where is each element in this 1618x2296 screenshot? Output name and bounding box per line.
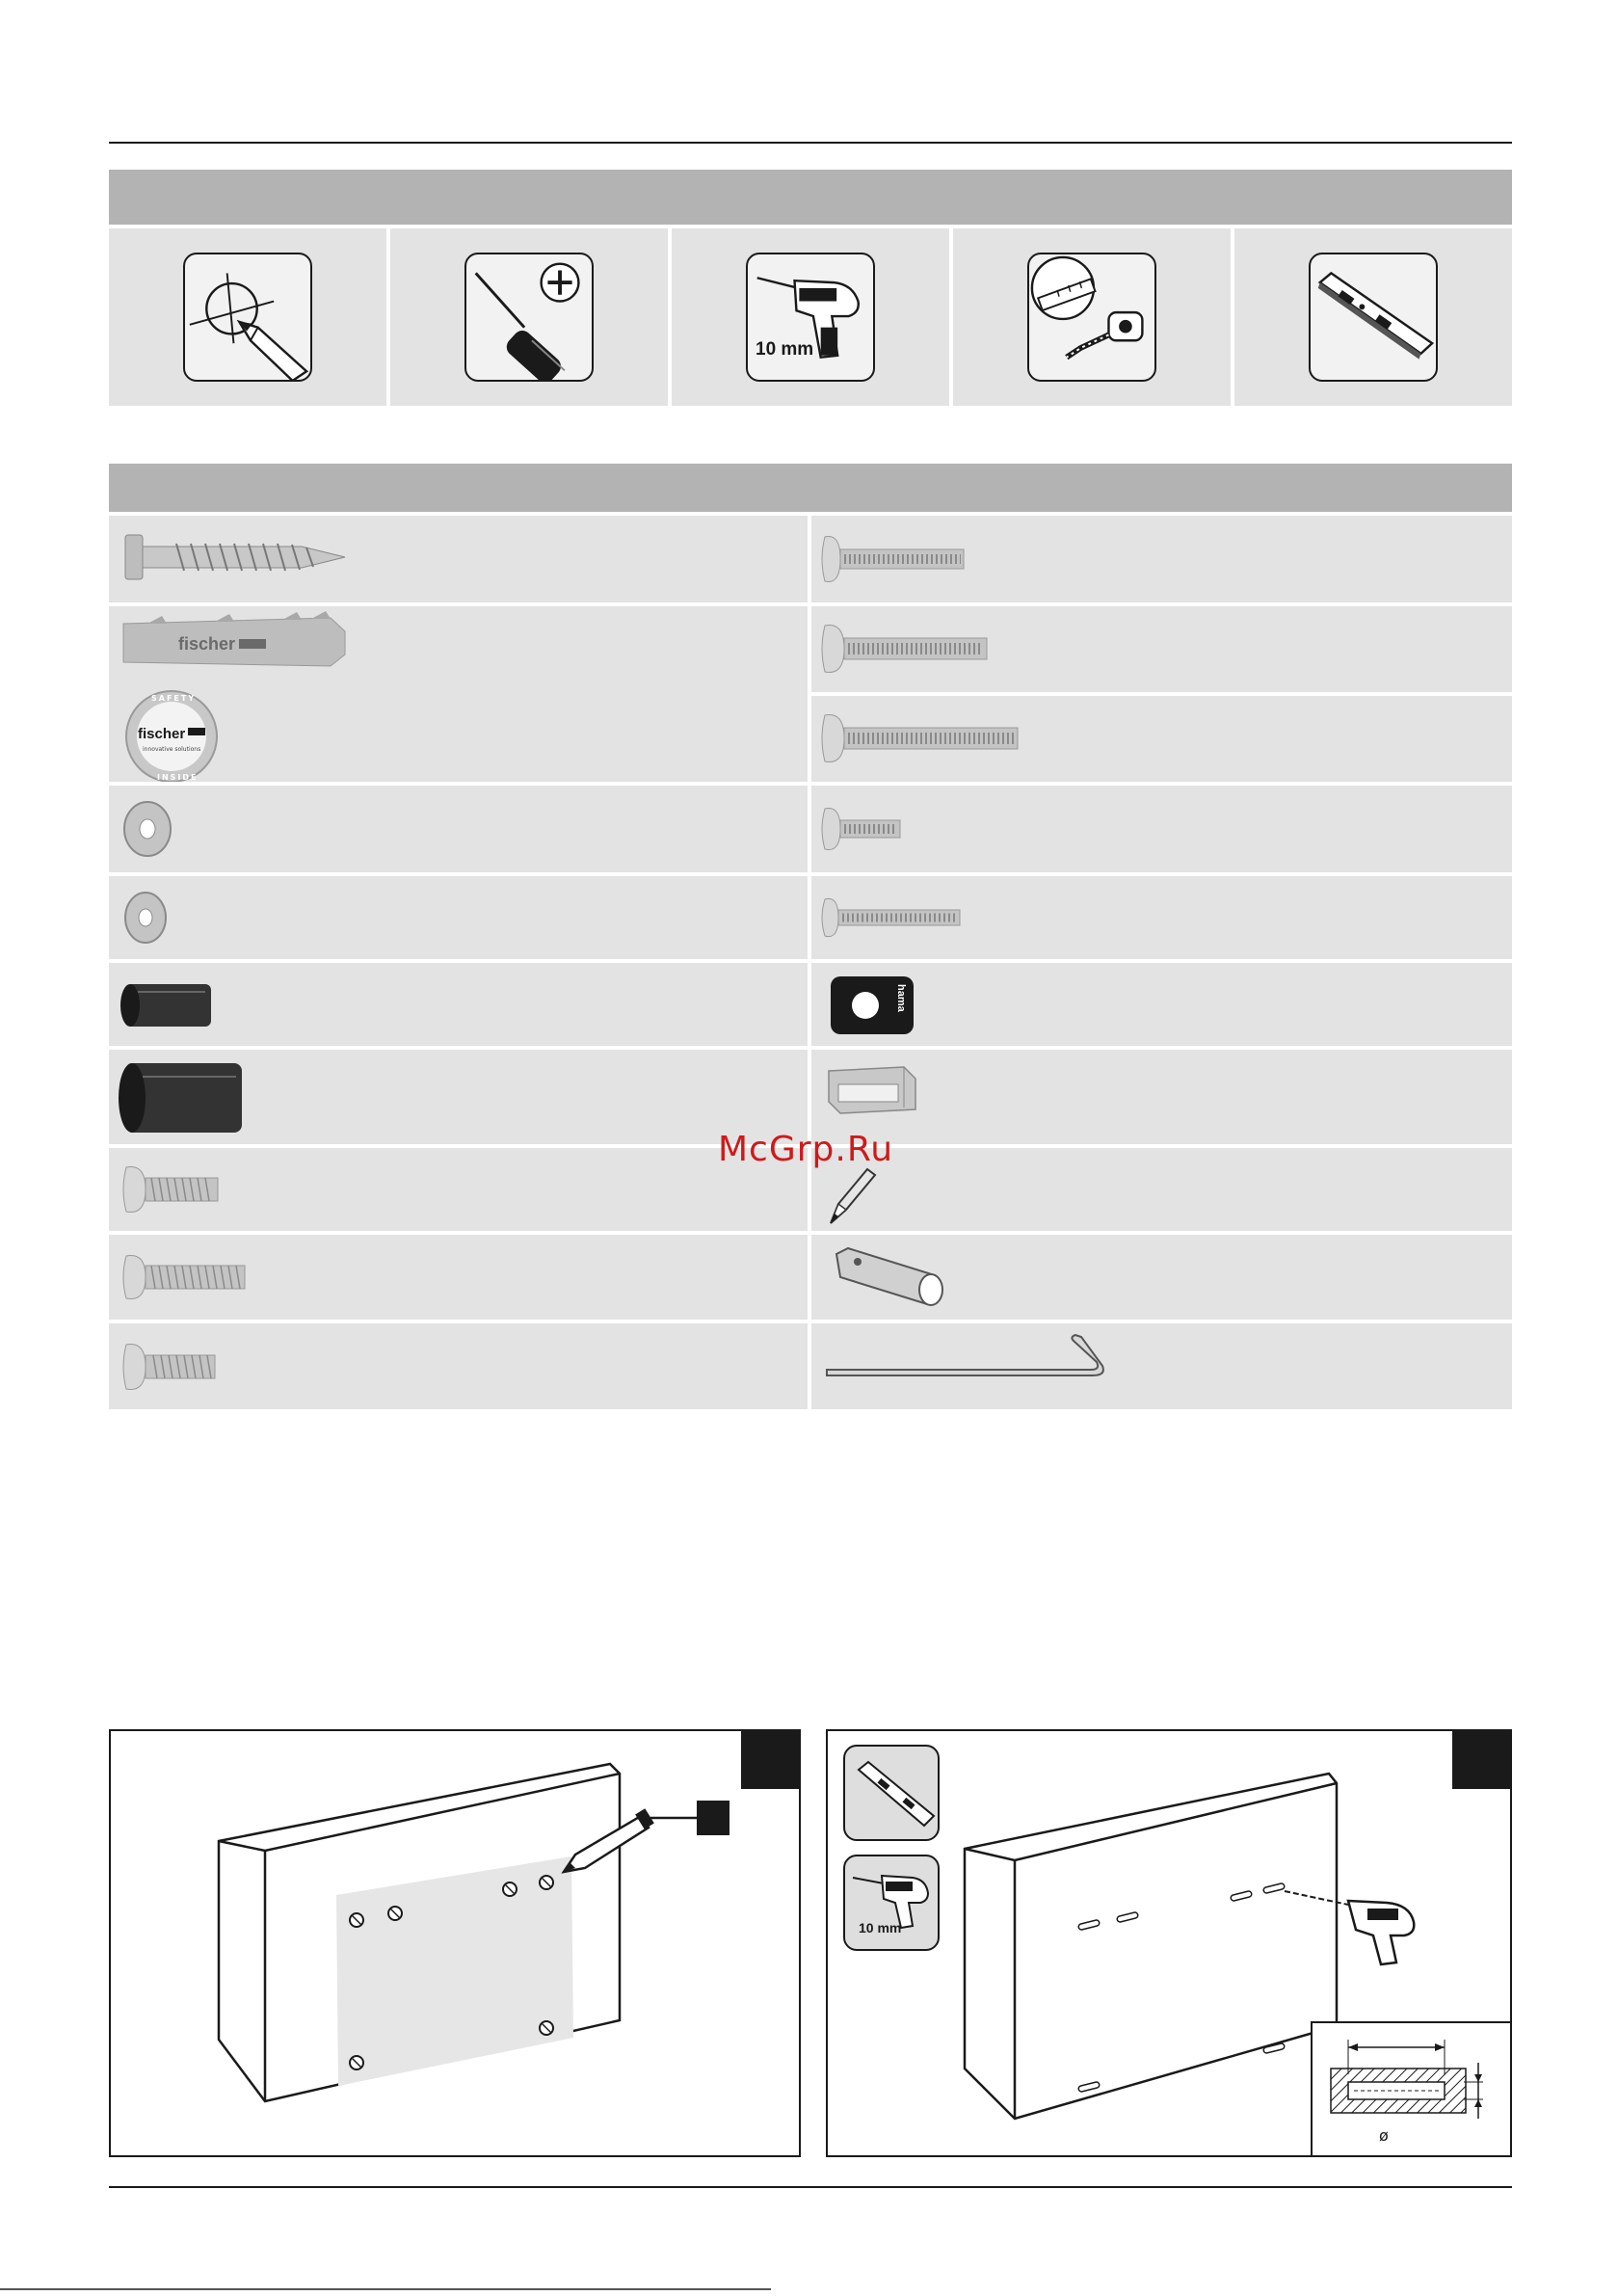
bolt-medium-icon (109, 1323, 808, 1409)
socket-tool-icon (811, 1235, 1512, 1320)
part-bolt-short (109, 1148, 808, 1231)
step1-panel (109, 1729, 801, 2157)
machine-screw-5-icon (811, 876, 1512, 959)
drill-size-label: 10 mm (756, 339, 814, 360)
tool-cell-drill (672, 228, 949, 406)
part-bolt-long (109, 1235, 808, 1320)
part-allen-key (811, 1323, 1512, 1409)
part-hama-sticker (811, 963, 1512, 1046)
part-machine-screw-3 (811, 696, 1512, 782)
mini-drill-label: 10 mm (859, 1920, 902, 1936)
watermark: McGrp.Ru (718, 1130, 894, 1169)
footer-line (0, 2288, 771, 2290)
machine-screw-3-icon (811, 696, 1512, 782)
spirit-level-icon (1309, 253, 1438, 382)
tool-cell-pencil (109, 228, 386, 406)
measuring-tape-icon (1027, 253, 1156, 382)
seal-tagline-text: innovative solutions (143, 746, 201, 753)
tool-cell-level (1234, 228, 1512, 406)
part-machine-screw-5 (811, 876, 1512, 959)
part-fischer-plug (109, 606, 808, 782)
part-washer-large (109, 786, 808, 872)
part-machine-screw-1 (811, 516, 1512, 602)
tool-cell-screwdriver (390, 228, 668, 406)
power-drill-icon (746, 253, 875, 382)
part-bolt-medium (109, 1323, 808, 1409)
tools-header-band (109, 170, 1512, 225)
pencil-icon (811, 1148, 1512, 1231)
tools-row (109, 228, 1512, 406)
machine-screw-1-icon (811, 516, 1512, 602)
cable-clip-icon (811, 1050, 1512, 1144)
part-spacer-short (109, 963, 808, 1046)
tool-cell-measure (953, 228, 1231, 406)
bottom-rule (109, 2186, 1512, 2188)
washer-small-icon (109, 876, 808, 959)
hama-logo-text: hama (895, 984, 907, 1012)
spacer-long-icon (109, 1050, 808, 1144)
diameter-symbol: ø (1379, 2126, 1389, 2145)
top-rule (109, 142, 1512, 144)
spacer-short-icon (109, 963, 808, 1046)
step2-illustration (828, 1731, 1512, 2157)
part-socket-tool (811, 1235, 1512, 1320)
washer-large-icon (109, 786, 808, 872)
phillips-screwdriver-icon (464, 253, 594, 382)
step2-panel (826, 1729, 1512, 2157)
plug-logo-text: fischer (178, 634, 236, 654)
marking-pencil-icon (183, 253, 312, 382)
seal-logo-text: fischer (138, 726, 186, 742)
allen-key-icon (811, 1323, 1512, 1409)
parts-header-band (109, 464, 1512, 512)
seal-bottom-text: INSIDE (157, 773, 199, 782)
part-cable-clip (811, 1050, 1512, 1144)
part-lag-screw (109, 516, 808, 602)
fischer-plug-icon (109, 606, 808, 782)
bolt-short-icon (109, 1148, 808, 1231)
hama-sticker-icon (811, 963, 1512, 1046)
part-machine-screw-4 (811, 786, 1512, 872)
part-machine-screw-2 (811, 606, 1512, 692)
part-washer-small (109, 876, 808, 959)
machine-screw-4-icon (811, 786, 1512, 872)
part-pencil (811, 1148, 1512, 1231)
seal-top-text: SAFETY (151, 694, 197, 703)
machine-screw-2-icon (811, 606, 1512, 692)
step1-illustration (111, 1731, 801, 2157)
bolt-long-icon (109, 1235, 808, 1320)
part-spacer-long (109, 1050, 808, 1144)
lag-screw-icon (109, 516, 808, 602)
